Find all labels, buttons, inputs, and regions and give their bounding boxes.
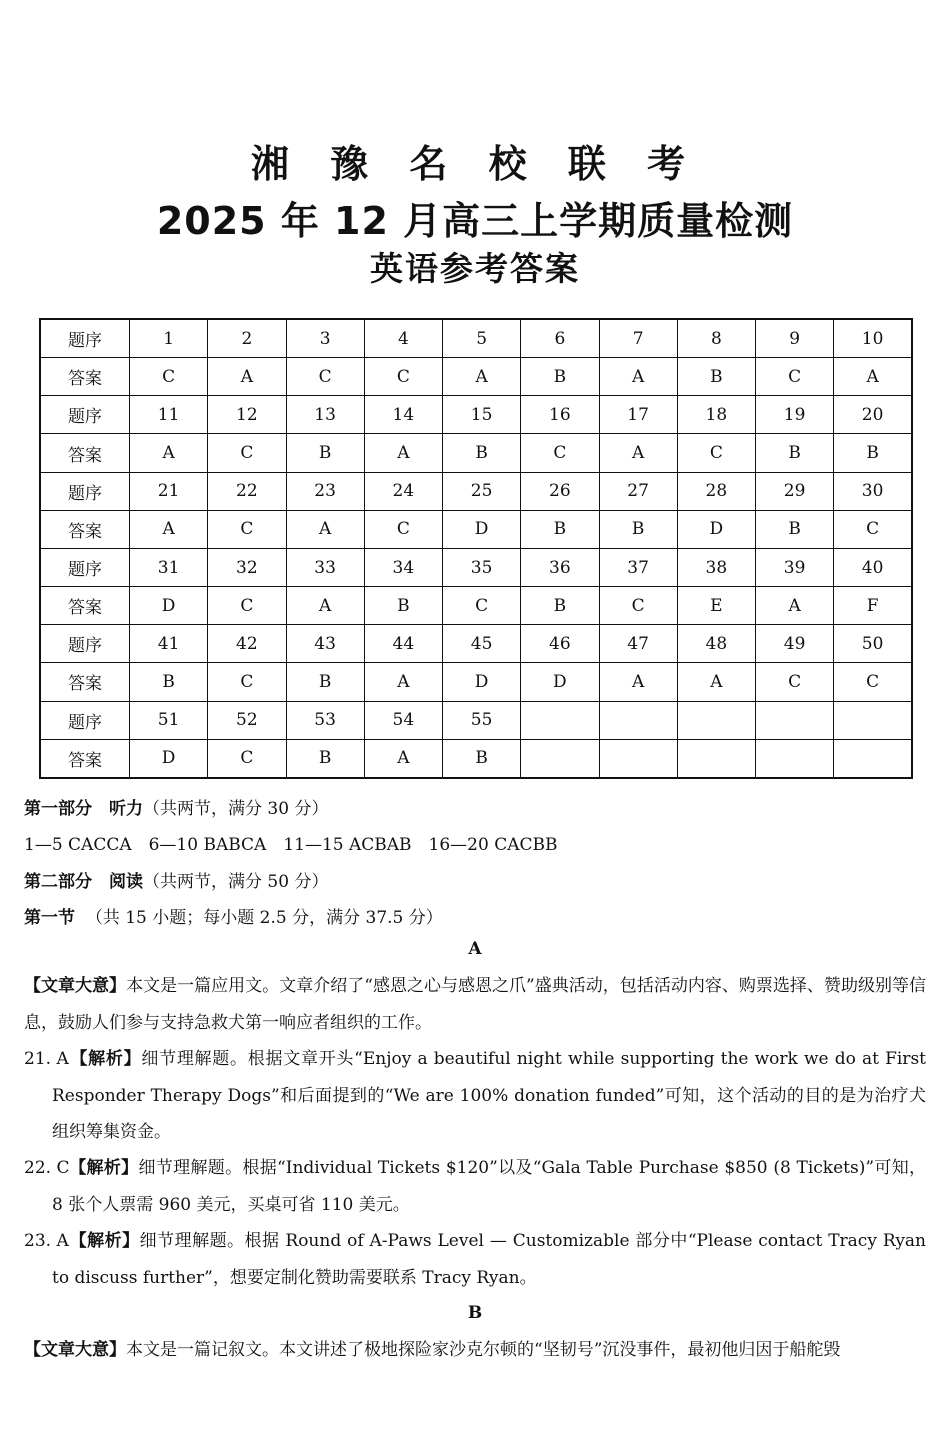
part2-heading: 第二部分 阅读 [24, 872, 143, 892]
row-label: 题序 [40, 701, 130, 739]
table-cell [521, 701, 599, 739]
table-cell: 20 [834, 396, 912, 434]
table-cell: A [286, 587, 364, 625]
table-row [40, 548, 912, 586]
table-cell: 46 [521, 625, 599, 663]
table-cell: A [599, 358, 677, 396]
table-cell: 50 [834, 625, 912, 663]
table-cell: 31 [130, 548, 208, 586]
row-label: 答案 [40, 510, 130, 548]
table-cell: A [677, 663, 755, 701]
table-cell: 39 [756, 548, 834, 586]
part1-note: （共两节，满分 30 分） [143, 799, 329, 819]
part1-answers: 1—5 CACCA 6—10 BABCA 11—15 ACBAB 16—20 CACBB [24, 835, 558, 855]
table-cell [834, 739, 912, 778]
table-cell: C [208, 739, 286, 778]
row-label: 答案 [40, 358, 130, 396]
table-cell: 35 [443, 548, 521, 586]
table-row [40, 739, 912, 778]
table-cell [599, 739, 677, 778]
q21-explanation [52, 1041, 926, 1151]
table-cell: A [364, 663, 442, 701]
table-cell: 37 [599, 548, 677, 586]
table-cell: C [208, 510, 286, 548]
table-cell: 17 [599, 396, 677, 434]
table-cell: 11 [130, 396, 208, 434]
answer-key-title: 英语参考答案 [370, 249, 580, 288]
table-row [40, 319, 912, 358]
section1-note: （共 15 小题；每小题 2.5 分，满分 37.5 分） [85, 908, 443, 928]
table-cell: 15 [443, 396, 521, 434]
table-cell: C [521, 434, 599, 472]
summary-tag: 【文章大意】 [24, 976, 127, 996]
table-cell: 34 [364, 548, 442, 586]
table-cell: A [286, 510, 364, 548]
analysis-tag: 【解析】 [69, 1158, 139, 1178]
table-cell: 2 [208, 319, 286, 358]
table-cell: A [130, 434, 208, 472]
table-cell [756, 739, 834, 778]
table-cell: C [208, 663, 286, 701]
row-label: 答案 [40, 663, 130, 701]
table-cell: C [834, 510, 912, 548]
passage-a-summary [24, 968, 926, 1041]
table-cell: C [208, 434, 286, 472]
table-cell: B [756, 434, 834, 472]
section1-heading: 第一节 [24, 908, 75, 928]
table-cell: 54 [364, 701, 442, 739]
table-cell: 24 [364, 472, 442, 510]
table-row [40, 587, 912, 625]
table-cell: C [599, 587, 677, 625]
answer-table [39, 318, 913, 779]
table-cell: B [130, 663, 208, 701]
table-cell: C [364, 510, 442, 548]
table-cell: D [521, 663, 599, 701]
summary-text: 本文是一篇应用文。文章介绍了“感恩之心与感恩之爪”盛典活动，包括活动内容、购票选择、赞助级别等信息，鼓励人们参与支持急救犬第一响应者组织的工作。 [24, 976, 926, 1033]
table-cell [834, 701, 912, 739]
row-label: 答案 [40, 587, 130, 625]
table-cell: B [756, 510, 834, 548]
row-label: 题序 [40, 319, 130, 358]
row-label: 题序 [40, 396, 130, 434]
q23-number: 23. A [24, 1231, 69, 1251]
table-row [40, 701, 912, 739]
row-label: 题序 [40, 625, 130, 663]
q22-text: 细节理解题。根据“Individual Tickets $120”以及“Gala Table Purchase $850 (8 Tickets)”可知，8 张个人票需 960 美元，买桌可省 110 美元。 [52, 1158, 927, 1215]
table-cell: F [834, 587, 912, 625]
table-cell: C [364, 358, 442, 396]
table-cell: 16 [521, 396, 599, 434]
table-cell: D [677, 510, 755, 548]
table-cell: C [286, 358, 364, 396]
row-label: 答案 [40, 434, 130, 472]
table-cell: B [677, 358, 755, 396]
exam-name-title: 2025 年 12 月高三上学期质量检测 [156, 199, 794, 243]
table-cell: A [756, 587, 834, 625]
table-cell: 12 [208, 396, 286, 434]
q23-text: 细节理解题。根据 Round of A-Paws Level — Customizable 部分中“Please contact Tracy Ryan to discuss further”，想要定制化赞助需要联系 Tracy Ryan。 [52, 1231, 927, 1288]
table-cell: B [834, 434, 912, 472]
table-row [40, 663, 912, 701]
table-cell: 48 [677, 625, 755, 663]
table-cell: 28 [677, 472, 755, 510]
table-cell: A [599, 663, 677, 701]
table-cell: 52 [208, 701, 286, 739]
table-cell: 32 [208, 548, 286, 586]
table-cell: B [443, 434, 521, 472]
table-cell: 18 [677, 396, 755, 434]
table-cell: 5 [443, 319, 521, 358]
table-cell: 8 [677, 319, 755, 358]
table-cell [599, 701, 677, 739]
q23-explanation [52, 1223, 926, 1296]
table-cell [677, 701, 755, 739]
table-cell: C [756, 358, 834, 396]
table-cell: 3 [286, 319, 364, 358]
table-cell: B [286, 434, 364, 472]
table-cell: 47 [599, 625, 677, 663]
table-cell: 21 [130, 472, 208, 510]
summary-text: 本文是一篇记叙文。本文讲述了极地探险家沙克尔顿的“坚韧号”沉没事件，最初他归因于船舵毁 [126, 1340, 841, 1360]
table-cell: 19 [756, 396, 834, 434]
analysis-tag: 【解析】 [69, 1231, 140, 1251]
table-cell: B [521, 510, 599, 548]
table-cell: 40 [834, 548, 912, 586]
passage-b-summary [24, 1332, 926, 1368]
table-cell: A [599, 434, 677, 472]
table-cell: 33 [286, 548, 364, 586]
table-cell: 36 [521, 548, 599, 586]
table-cell: D [443, 663, 521, 701]
table-cell: C [130, 358, 208, 396]
passage-a-letter: A [468, 939, 482, 959]
table-cell: 29 [756, 472, 834, 510]
q22-number: 22. C [24, 1158, 70, 1178]
analysis-tag: 【解析】 [70, 1049, 142, 1069]
q22-explanation [52, 1150, 926, 1223]
table-cell: C [443, 587, 521, 625]
table-cell: B [286, 663, 364, 701]
table-cell: B [286, 739, 364, 778]
section1-line [24, 903, 443, 928]
table-cell: 44 [364, 625, 442, 663]
summary-tag: 【文章大意】 [24, 1340, 126, 1360]
table-cell: C [756, 663, 834, 701]
table-cell: 25 [443, 472, 521, 510]
table-row [40, 472, 912, 510]
table-cell: 45 [443, 625, 521, 663]
table-cell: 30 [834, 472, 912, 510]
table-cell: C [677, 434, 755, 472]
table-cell: 27 [599, 472, 677, 510]
table-cell: 38 [677, 548, 755, 586]
table-cell: C [208, 587, 286, 625]
table-row [40, 625, 912, 663]
part1-line [24, 794, 328, 819]
table-cell: 43 [286, 625, 364, 663]
table-cell: 13 [286, 396, 364, 434]
table-cell: A [834, 358, 912, 396]
part2-note: （共两节，满分 50 分） [143, 872, 329, 892]
table-row [40, 396, 912, 434]
table-cell: B [521, 587, 599, 625]
table-cell: 6 [521, 319, 599, 358]
table-cell: 53 [286, 701, 364, 739]
table-cell: 42 [208, 625, 286, 663]
table-cell [521, 739, 599, 778]
table-cell [677, 739, 755, 778]
row-label: 题序 [40, 548, 130, 586]
table-cell: 55 [443, 701, 521, 739]
exam-brand-title: 湘 豫 名 校 联 考 [250, 142, 700, 186]
row-label: 题序 [40, 472, 130, 510]
table-cell: 23 [286, 472, 364, 510]
table-cell: C [834, 663, 912, 701]
table-cell: 22 [208, 472, 286, 510]
part2-line [24, 867, 328, 892]
row-label: 答案 [40, 739, 130, 778]
table-row [40, 434, 912, 472]
table-cell: 41 [130, 625, 208, 663]
table-cell: 49 [756, 625, 834, 663]
table-cell: E [677, 587, 755, 625]
table-cell: B [599, 510, 677, 548]
table-cell: 1 [130, 319, 208, 358]
q21-text: 细节理解题。根据文章开头“Enjoy a beautiful night while supporting the work we do at First Responder Therapy Dogs”和后面提到的“We are 100% donation funded”可知，这个活动的目的是为治疗犬组织筹集资金。 [52, 1049, 926, 1142]
table-cell: A [443, 358, 521, 396]
table-cell: A [364, 434, 442, 472]
table-cell: 4 [364, 319, 442, 358]
table-cell: D [130, 587, 208, 625]
table-cell: 26 [521, 472, 599, 510]
table-row [40, 358, 912, 396]
table-cell: A [130, 510, 208, 548]
table-cell: 10 [834, 319, 912, 358]
table-cell: D [130, 739, 208, 778]
table-cell: 7 [599, 319, 677, 358]
part1-heading: 第一部分 听力 [24, 799, 143, 819]
table-cell: 51 [130, 701, 208, 739]
q21-number: 21. A [24, 1049, 69, 1069]
table-cell: 9 [756, 319, 834, 358]
table-cell: 14 [364, 396, 442, 434]
table-cell: A [364, 739, 442, 778]
table-cell: A [208, 358, 286, 396]
passage-b-letter: B [467, 1303, 483, 1323]
table-cell: D [443, 510, 521, 548]
table-cell: B [521, 358, 599, 396]
table-cell: B [364, 587, 442, 625]
table-cell [756, 701, 834, 739]
table-row [40, 510, 912, 548]
table-cell: B [443, 739, 521, 778]
